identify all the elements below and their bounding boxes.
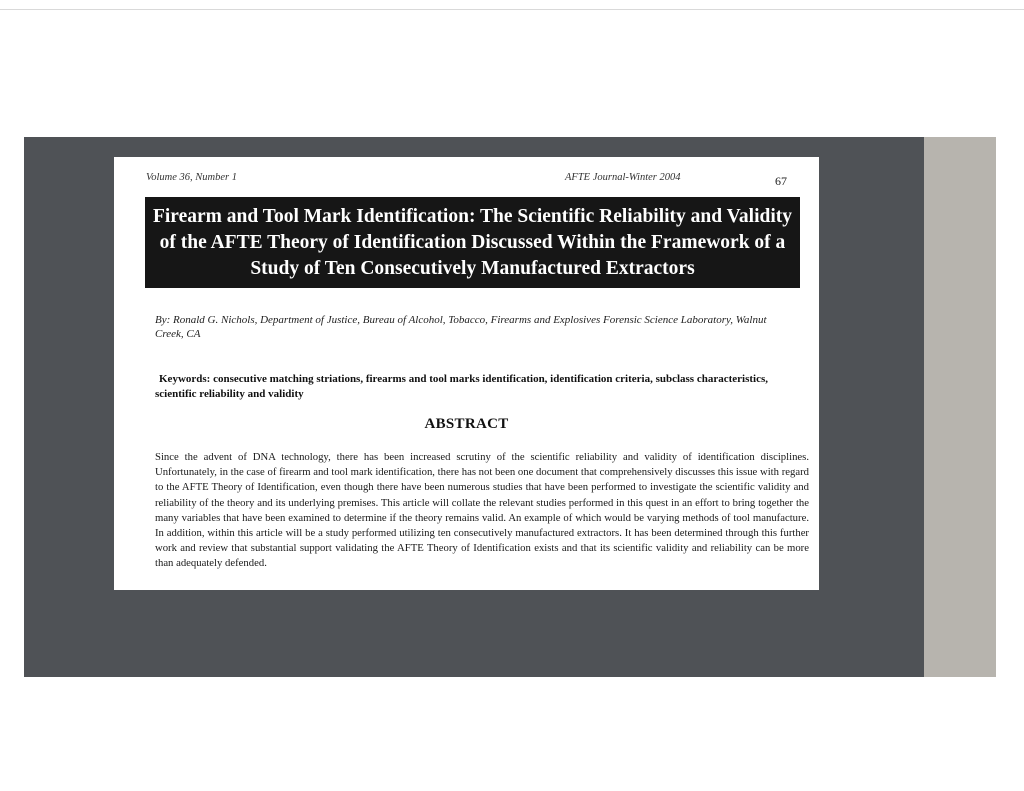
scan-background-edge [924,137,996,677]
keywords-text: consecutive matching striations, firearms and tool marks identification, identification criteria, subclass characteristics, scientific reliability and validity [155,373,768,400]
keywords-block [155,372,800,402]
running-header-journal: AFTE Journal-Winter 2004 [565,172,681,183]
article-title: Firearm and Tool Mark Identification: The Scientific Reliability and Validity of the AFTE Theory of Identification Discussed Within the Framework of a Study of Ten Consecutively Manufactured Extractors [152,205,793,279]
page-number: 67 [775,174,787,188]
running-header-volume: Volume 36, Number 1 [146,172,237,183]
author-byline: By: Ronald G. Nichols, Department of Justice, Bureau of Alcohol, Tobacco, Firearms and Explosives Forensic Science Laboratory, Walnut Creek, CA [155,314,767,340]
keywords-label: Keywords: [159,373,211,385]
title-banner [145,197,800,288]
abstract-heading: ABSTRACT [424,416,509,432]
top-divider-line [0,9,1024,10]
article-page [114,157,819,590]
abstract-body: Since the advent of DNA technology, there has been increased scrutiny of the scientific reliability and validity of identification disciplines. Unfortunately, in the case of firearm and tool mark identification, there has not been one document that comprehensively discusses this issue with regard to the AFTE Theory of Identification, even though there have been numerous studies that have been performed to investigate the scientific validity and reliability of the theory and its underlying premises. This article will collate the relevant studies performed in this quest in an effort to bring together the many variables that have been examined to determine if the theory remains valid. An example of which would be varying methods of tool manufacture. In addition, within this article will be a study performed utilizing ten consecutively manufactured extractors. It has been determined through this further work and review that substantial support validating the AFTE Theory of Identification exists and that its scientific validity and reliability can be more than adequately defended. [155,451,809,570]
